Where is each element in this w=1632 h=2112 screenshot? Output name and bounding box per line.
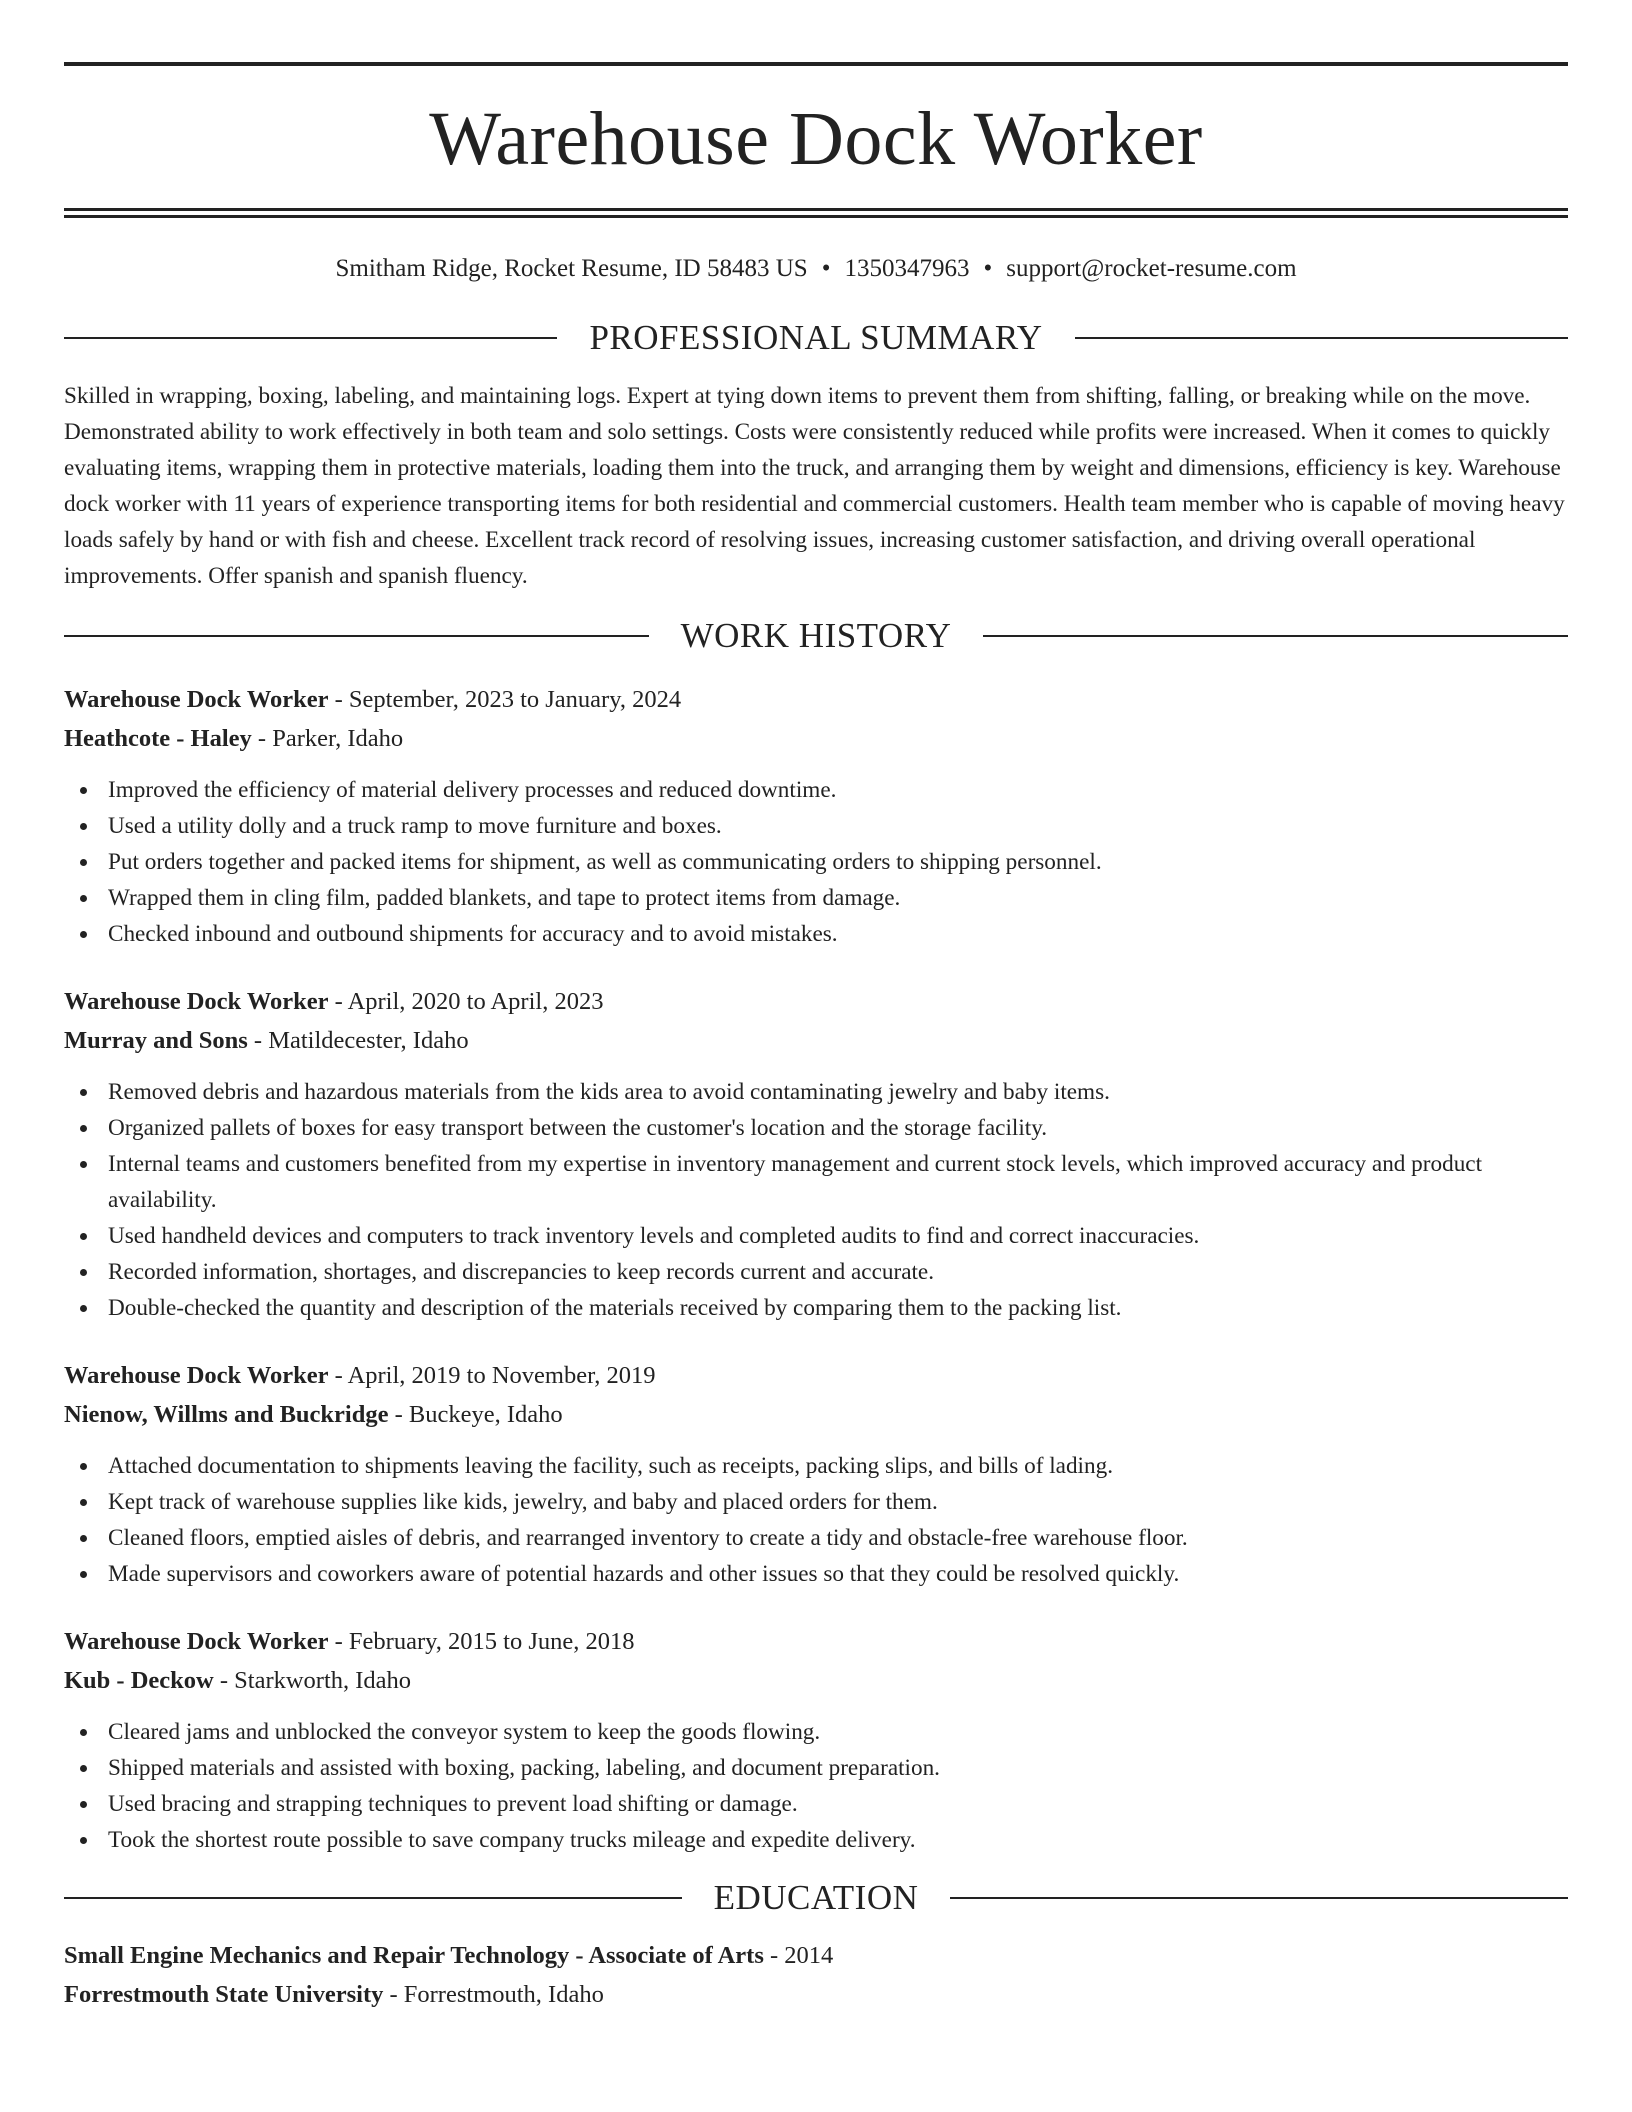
education-degree-line: [64, 1936, 1568, 1975]
job-bullet: Wrapped them in cling film, padded blankets, and tape to protect items from damage.: [64, 880, 1568, 916]
job-title-line: [64, 982, 1568, 1021]
job-bullet: Used bracing and strapping techniques to prevent load shifting or damage.: [64, 1786, 1568, 1822]
job-title-line: [64, 1622, 1568, 1661]
job-list: [64, 680, 1568, 1858]
job-bullets: [64, 1074, 1568, 1326]
education-entry: [64, 1936, 1568, 2014]
job-bullet: Recorded information, shortages, and discrepancies to keep records current and accurate.: [64, 1254, 1568, 1290]
job-company-line: [64, 1021, 1568, 1060]
job-entry: [64, 982, 1568, 1326]
job-bullet: Kept track of warehouse supplies like kids, jewelry, and baby and placed orders for them.: [64, 1484, 1568, 1520]
summary-text: Skilled in wrapping, boxing, labeling, and maintaining logs. Expert at tying down items to prevent them from shifting, falling, or breaking while on the move. Demonstrated ability to work effectively in both team and solo settings. Costs were consistently reduced while profits were increased. When it comes to quickly evaluating items, wrapping them in protective materials, loading them into the truck, and arranging them by weight and dimensions, efficiency is key. Warehouse dock worker with 11 years of experience transporting items for both residential and commercial customers. Health team member who is capable of moving heavy loads safely by hand or with fish and cheese. Excellent track record of resolving issues, increasing customer satisfaction, and driving overall operational improvements. Offer spanish and spanish fluency.: [64, 383, 1565, 589]
heading-rule-right: [1075, 337, 1568, 339]
job-company: Heathcote - Haley: [64, 725, 252, 752]
job-entry: [64, 1356, 1568, 1592]
job-bullet: Double-checked the quantity and description of the materials received by comparing them to the packing list.: [64, 1290, 1568, 1326]
job-location: - Parker, Idaho: [251, 725, 404, 752]
education-year: - 2014: [763, 1942, 834, 1969]
summary-heading-row: [64, 316, 1568, 360]
contact-address: Smitham Ridge, Rocket Resume, ID 58483 US: [335, 255, 808, 282]
job-bullet: Used handheld devices and computers to track inventory levels and completed audits to find and correct inaccuracies.: [64, 1218, 1568, 1254]
job-bullet: Used a utility dolly and a truck ramp to move furniture and boxes.: [64, 808, 1568, 844]
education-heading-row: [64, 1876, 1568, 1920]
job-entry: [64, 680, 1568, 952]
job-bullet: Removed debris and hazardous materials from the kids area to avoid contaminating jewelry and baby items.: [64, 1074, 1568, 1110]
job-bullets: [64, 1448, 1568, 1592]
job-dates: - September, 2023 to January, 2024: [328, 686, 682, 713]
job-bullet: Cleaned floors, emptied aisles of debris, and rearranged inventory to create a tidy and obstacle-free warehouse floor.: [64, 1520, 1568, 1556]
job-entry: [64, 1622, 1568, 1858]
job-bullet: Made supervisors and coworkers aware of potential hazards and other issues so that they could be resolved quickly.: [64, 1556, 1568, 1592]
job-title: Warehouse Dock Worker: [64, 988, 329, 1015]
job-dates: - April, 2020 to April, 2023: [328, 988, 604, 1015]
job-location: - Matildecester, Idaho: [247, 1027, 469, 1054]
contact-email: support@rocket-resume.com: [1006, 255, 1297, 282]
job-location: - Buckeye, Idaho: [388, 1401, 563, 1428]
education-degree: Small Engine Mechanics and Repair Technology - Associate of Arts: [64, 1942, 764, 1969]
job-bullets: [64, 1714, 1568, 1858]
job-title-line: [64, 680, 1568, 719]
job-bullet: Cleared jams and unblocked the conveyor system to keep the goods flowing.: [64, 1714, 1568, 1750]
job-bullet: Checked inbound and outbound shipments for accuracy and to avoid mistakes.: [64, 916, 1568, 952]
contact-separator: •: [983, 255, 993, 282]
work-heading: WORK HISTORY: [680, 616, 952, 655]
job-location: - Starkworth, Idaho: [213, 1667, 412, 1694]
job-title-line: [64, 1356, 1568, 1395]
resume-name: Warehouse Dock Worker: [429, 97, 1203, 181]
job-bullet: Put orders together and packed items for shipment, as well as communicating orders to shipping personnel.: [64, 844, 1568, 880]
job-company: Nienow, Willms and Buckridge: [64, 1401, 389, 1428]
job-title: Warehouse Dock Worker: [64, 1628, 329, 1655]
job-bullet: Organized pallets of boxes for easy transport between the customer's location and the storage facility.: [64, 1110, 1568, 1146]
job-company-line: [64, 1395, 1568, 1434]
heading-rule-right: [983, 635, 1568, 637]
job-bullet: Shipped materials and assisted with boxing, packing, labeling, and document preparation.: [64, 1750, 1568, 1786]
education-school-line: [64, 1975, 1568, 2014]
job-title: Warehouse Dock Worker: [64, 1362, 329, 1389]
job-company: Murray and Sons: [64, 1027, 248, 1054]
heading-rule-left: [64, 1897, 682, 1899]
job-bullet: Internal teams and customers benefited from my expertise in inventory management and current stock levels, which improved accuracy and product availability.: [64, 1146, 1568, 1218]
heading-rule-left: [64, 635, 649, 637]
job-bullet: Took the shortest route possible to save company trucks mileage and expedite delivery.: [64, 1822, 1568, 1858]
job-bullets: [64, 772, 1568, 952]
education-location: - Forrestmouth, Idaho: [383, 1981, 604, 2008]
job-bullet: Improved the efficiency of material delivery processes and reduced downtime.: [64, 772, 1568, 808]
job-company-line: [64, 719, 1568, 758]
education-heading: EDUCATION: [713, 1878, 919, 1917]
job-dates: - April, 2019 to November, 2019: [328, 1362, 656, 1389]
contact-separator: •: [821, 255, 831, 282]
top-rule: [64, 62, 1568, 66]
heading-rule-left: [64, 337, 557, 339]
job-company-line: [64, 1661, 1568, 1700]
job-bullet: Attached documentation to shipments leaving the facility, such as receipts, packing slips, and bills of lading.: [64, 1448, 1568, 1484]
double-rule: [64, 208, 1568, 218]
summary-heading: PROFESSIONAL SUMMARY: [589, 318, 1043, 357]
contact-phone: 1350347963: [844, 255, 970, 282]
work-heading-row: [64, 614, 1568, 658]
job-dates: - February, 2015 to June, 2018: [328, 1628, 635, 1655]
contact-line: [64, 252, 1568, 286]
education-school: Forrestmouth State University: [64, 1981, 384, 2008]
job-title: Warehouse Dock Worker: [64, 686, 329, 713]
job-company: Kub - Deckow: [64, 1667, 214, 1694]
heading-rule-right: [950, 1897, 1568, 1899]
